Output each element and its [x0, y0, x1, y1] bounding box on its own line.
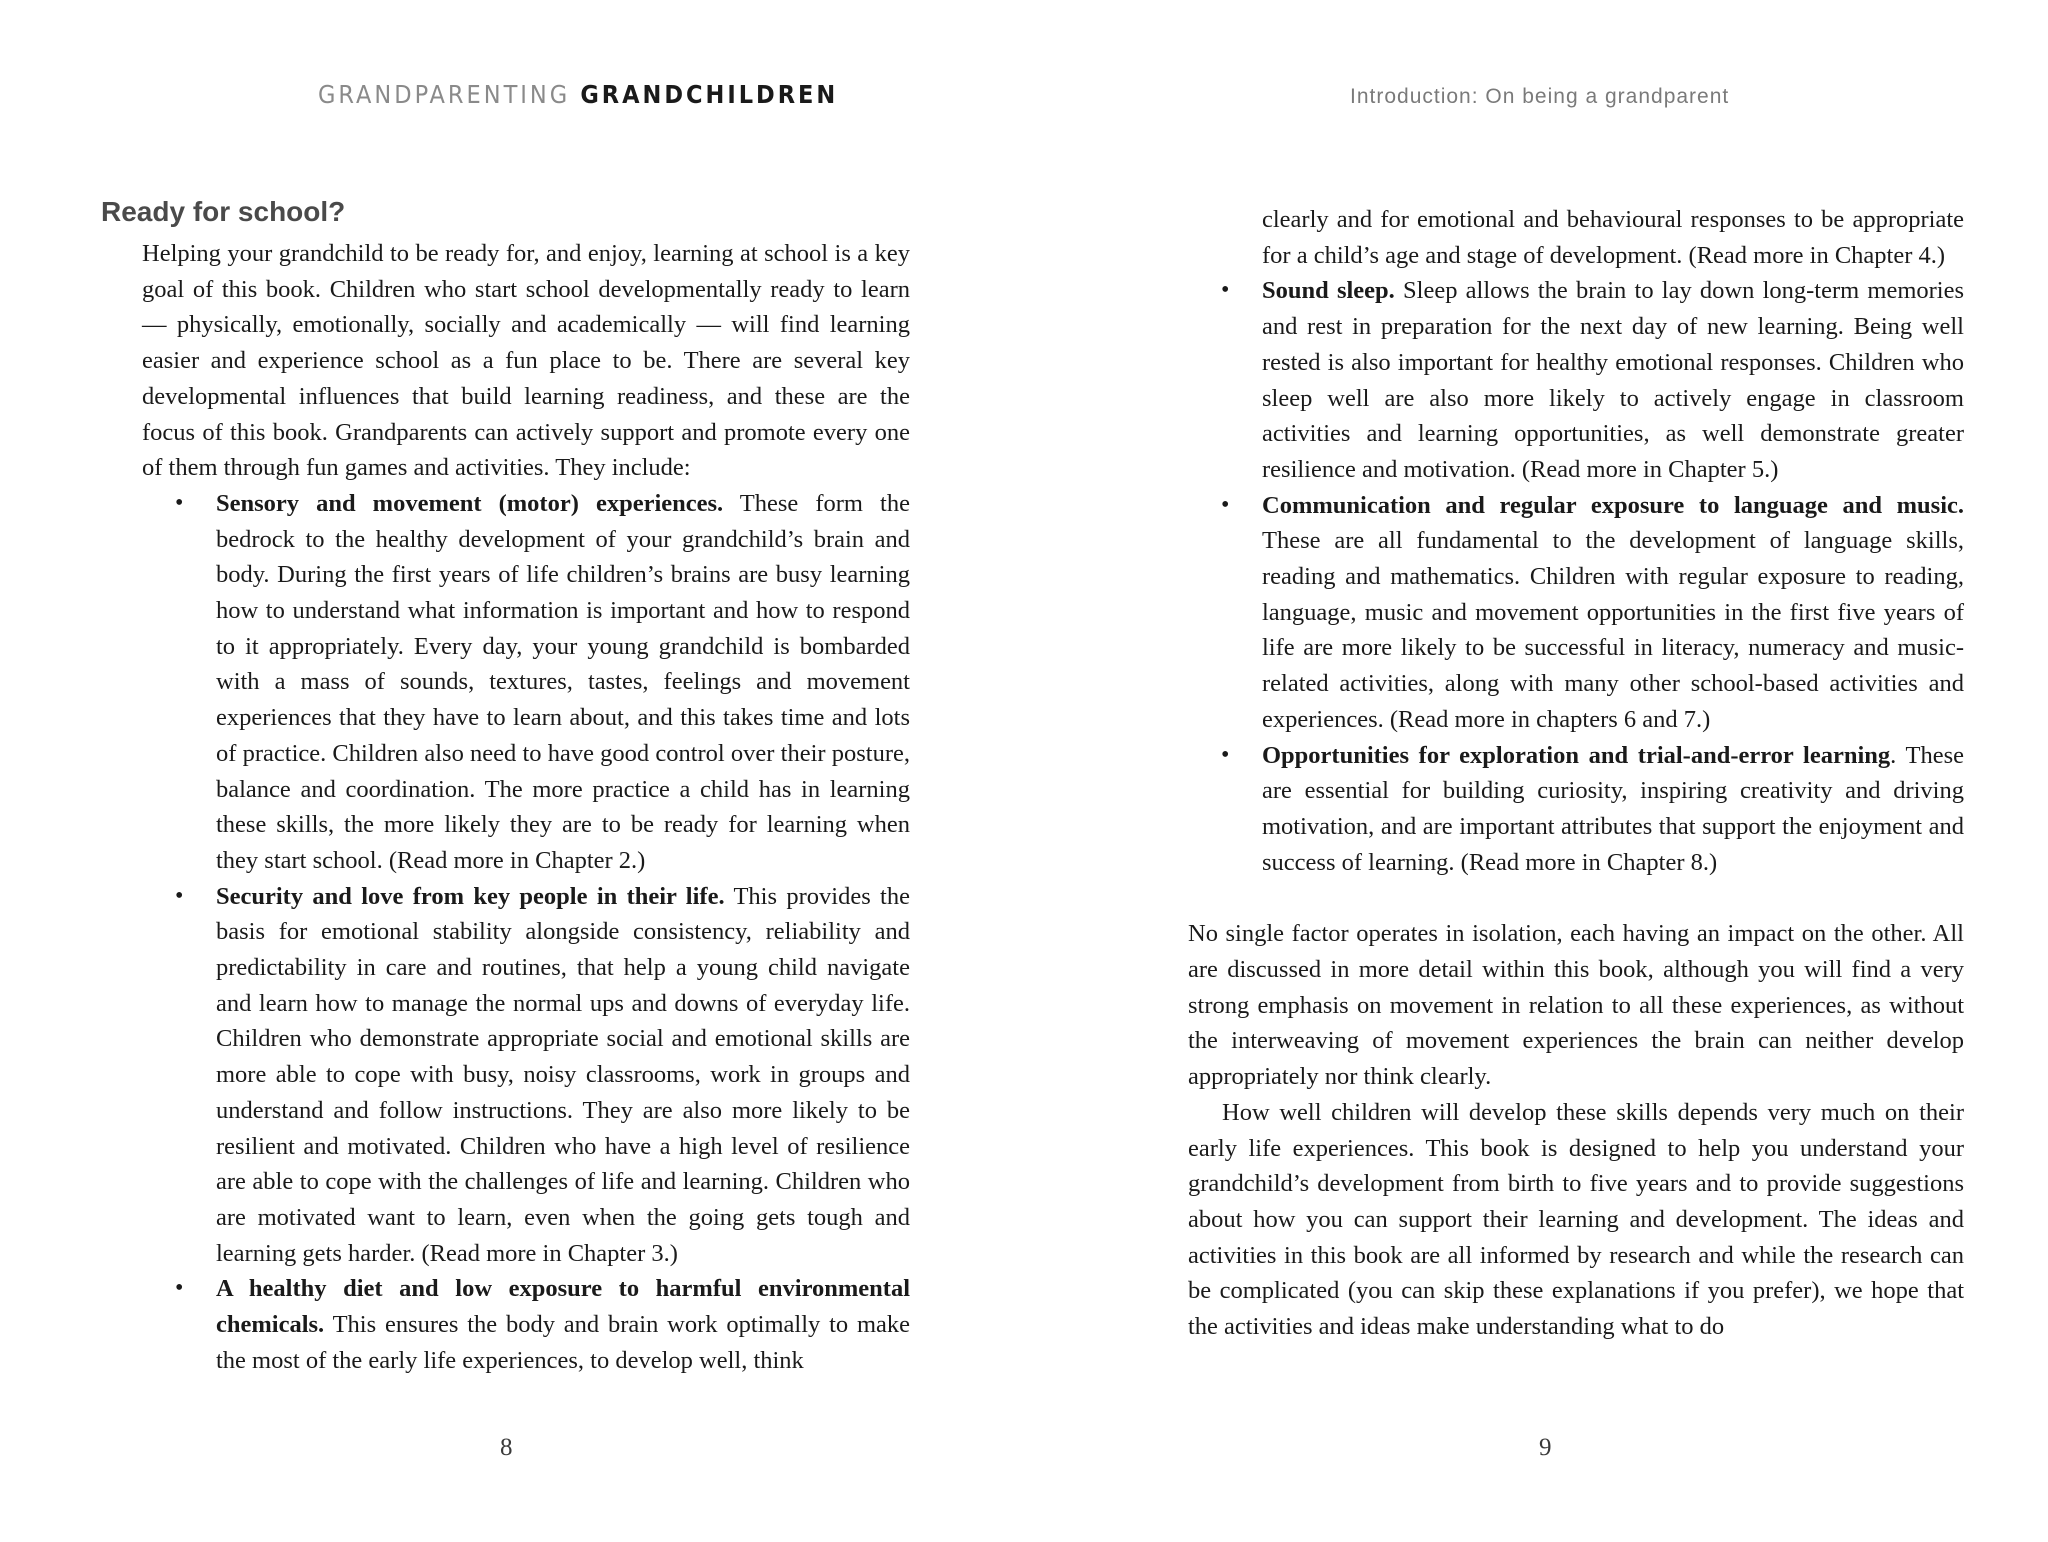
bullet-text: These are all fundamental to the development of language skills, reading and mathematics. Children with regular exposure to reading, language, music and movement opportunities in the first five years of life are more likely to be successful in literacy, numeracy and music-related activities, along with many other school-based activities and experiences. (Read more in chapters 6 and 7.)	[1262, 527, 1964, 733]
page-number: 8	[500, 1434, 513, 1461]
list-item	[142, 1271, 910, 1378]
bullet-text: This provides the basis for emotional stability alongside consistency, reliability and predictability in care and routines, that help a young child navigate and learn how to manage the normal ups and downs of everyday life. Children who demonstrate appropriate social and emotional skills are more able to cope with busy, noisy classrooms, work in groups and understand and follow instructions. They are also more likely to be resilient and motivated. Children who have a high level of resilience are able to cope with the challenges of life and learning. Children who are motivated want to learn, even when the going gets tough and learning gets harder. (Read more in Chapter 3.)	[216, 882, 910, 1267]
list-item-continuation	[1188, 202, 1964, 273]
running-head-title-light: GRANDPARENTING	[318, 80, 571, 109]
paragraph-gap	[1188, 880, 1964, 916]
bullet-icon: •	[1221, 491, 1230, 518]
bullet-text: Sleep allows the brain to lay down long-term memories and rest in preparation for the next day of new learning. Being well rested is also important for healthy emotional responses. Children who sleep well are also more likely to actively engage in classroom activities and learning opportunities, as well demonstrate greater resilience and motivation. (Read more in Chapter 5.)	[1262, 277, 1965, 483]
running-head-book-title	[318, 80, 838, 109]
left-bullet-list	[142, 486, 910, 1379]
page-number: 9	[1539, 1434, 1552, 1461]
bullet-icon: •	[175, 1275, 184, 1302]
bullet-text: This ensures the body and brain work optimally to make the most of the early life experiences, to develop well, think	[216, 1311, 910, 1374]
list-item	[1188, 738, 1964, 881]
section-heading: Ready for school?	[101, 196, 346, 227]
bullet-icon: •	[175, 489, 184, 516]
list-item	[142, 486, 910, 879]
bullet-icon: •	[1221, 277, 1230, 304]
left-body-text	[142, 236, 910, 1379]
bullet-lead: Sensory and movement (motor) experiences.	[216, 489, 724, 517]
bullet-text: These form the bedrock to the healthy development of your grandchild’s brain and body. During the first years of life children’s brains are busy learning how to understand what information is important and how to respond to it appropriately. Every day, your young grandchild is bombarded with a mass of sounds, textures, tastes, feelings and movement experiences that they have to learn about, and this takes time and lots of practice. Children also need to have good control over their posture, balance and coordination. The more practice a child has in learning these skills, the more likely they are to be ready for learning when they start school. (Read more in Chapter 2.)	[216, 489, 910, 874]
bullet-icon: •	[175, 882, 184, 909]
body-paragraph: No single factor operates in isolation, each having an impact on the other. All are discussed in more detail within this book, although you will find a very strong emphasis on movement in relation to all these experiences, as without the interweaving of movement experiences the brain can neither develop appropriately nor think clearly.	[1188, 920, 1964, 1091]
list-item	[1188, 273, 1964, 487]
right-bullet-list	[1188, 202, 1964, 880]
running-head-chapter-title: Introduction: On being a grandparent	[1350, 85, 1730, 108]
right-page	[1024, 0, 2048, 1542]
list-item	[1188, 488, 1964, 738]
bullet-lead: Opportunities for exploration and trial-and-error learning	[1262, 741, 1891, 769]
bullet-lead: Communication and regular exposure to language and music.	[1262, 491, 1964, 519]
body-paragraph: How well children will develop these skills depends very much on their early life experiences. This book is designed to help you understand your grandchild’s development from birth to five years and to provide suggestions about how you can support their learning and development. The ideas and activities in this book are all informed by research and while the research can be complicated (you can skip these explanations if you prefer), we hope that the activities and ideas make understanding what to do	[1188, 1098, 1964, 1341]
intro-paragraph: Helping your grandchild to be ready for, and enjoy, learning at school is a key goal of this book. Children who start school developmentally ready to learn — physically, emotionally, socially and academically — will find learning easier and experience school as a fun place to be. There are several key developmental influences that build learning readiness, and these are the focus of this book. Grandparents can actively support and promote every one of them through fun games and activities. They include:	[142, 240, 910, 482]
bullet-text: . These are essential for building curiosity, inspiring creativity and driving motivation, and are important attributes that support the enjoyment and success of learning. (Read more in Chapter 8.)	[1262, 741, 1964, 876]
bullet-continuation-text: clearly and for emotional and behavioural responses to be appropriate for a child’s age and stage of development. (Read more in Chapter 4.)	[1262, 206, 1964, 269]
bullet-lead: Security and love from key people in their life.	[216, 882, 725, 910]
bullet-lead: Sound sleep.	[1262, 277, 1395, 305]
list-item	[142, 879, 910, 1272]
running-head-title-dark: GRANDCHILDREN	[580, 80, 839, 109]
right-body-text	[1188, 202, 1964, 1345]
bullet-lead: A healthy diet and low exposure to harmful environmental chemicals.	[216, 1275, 910, 1339]
bullet-icon: •	[1221, 741, 1230, 768]
